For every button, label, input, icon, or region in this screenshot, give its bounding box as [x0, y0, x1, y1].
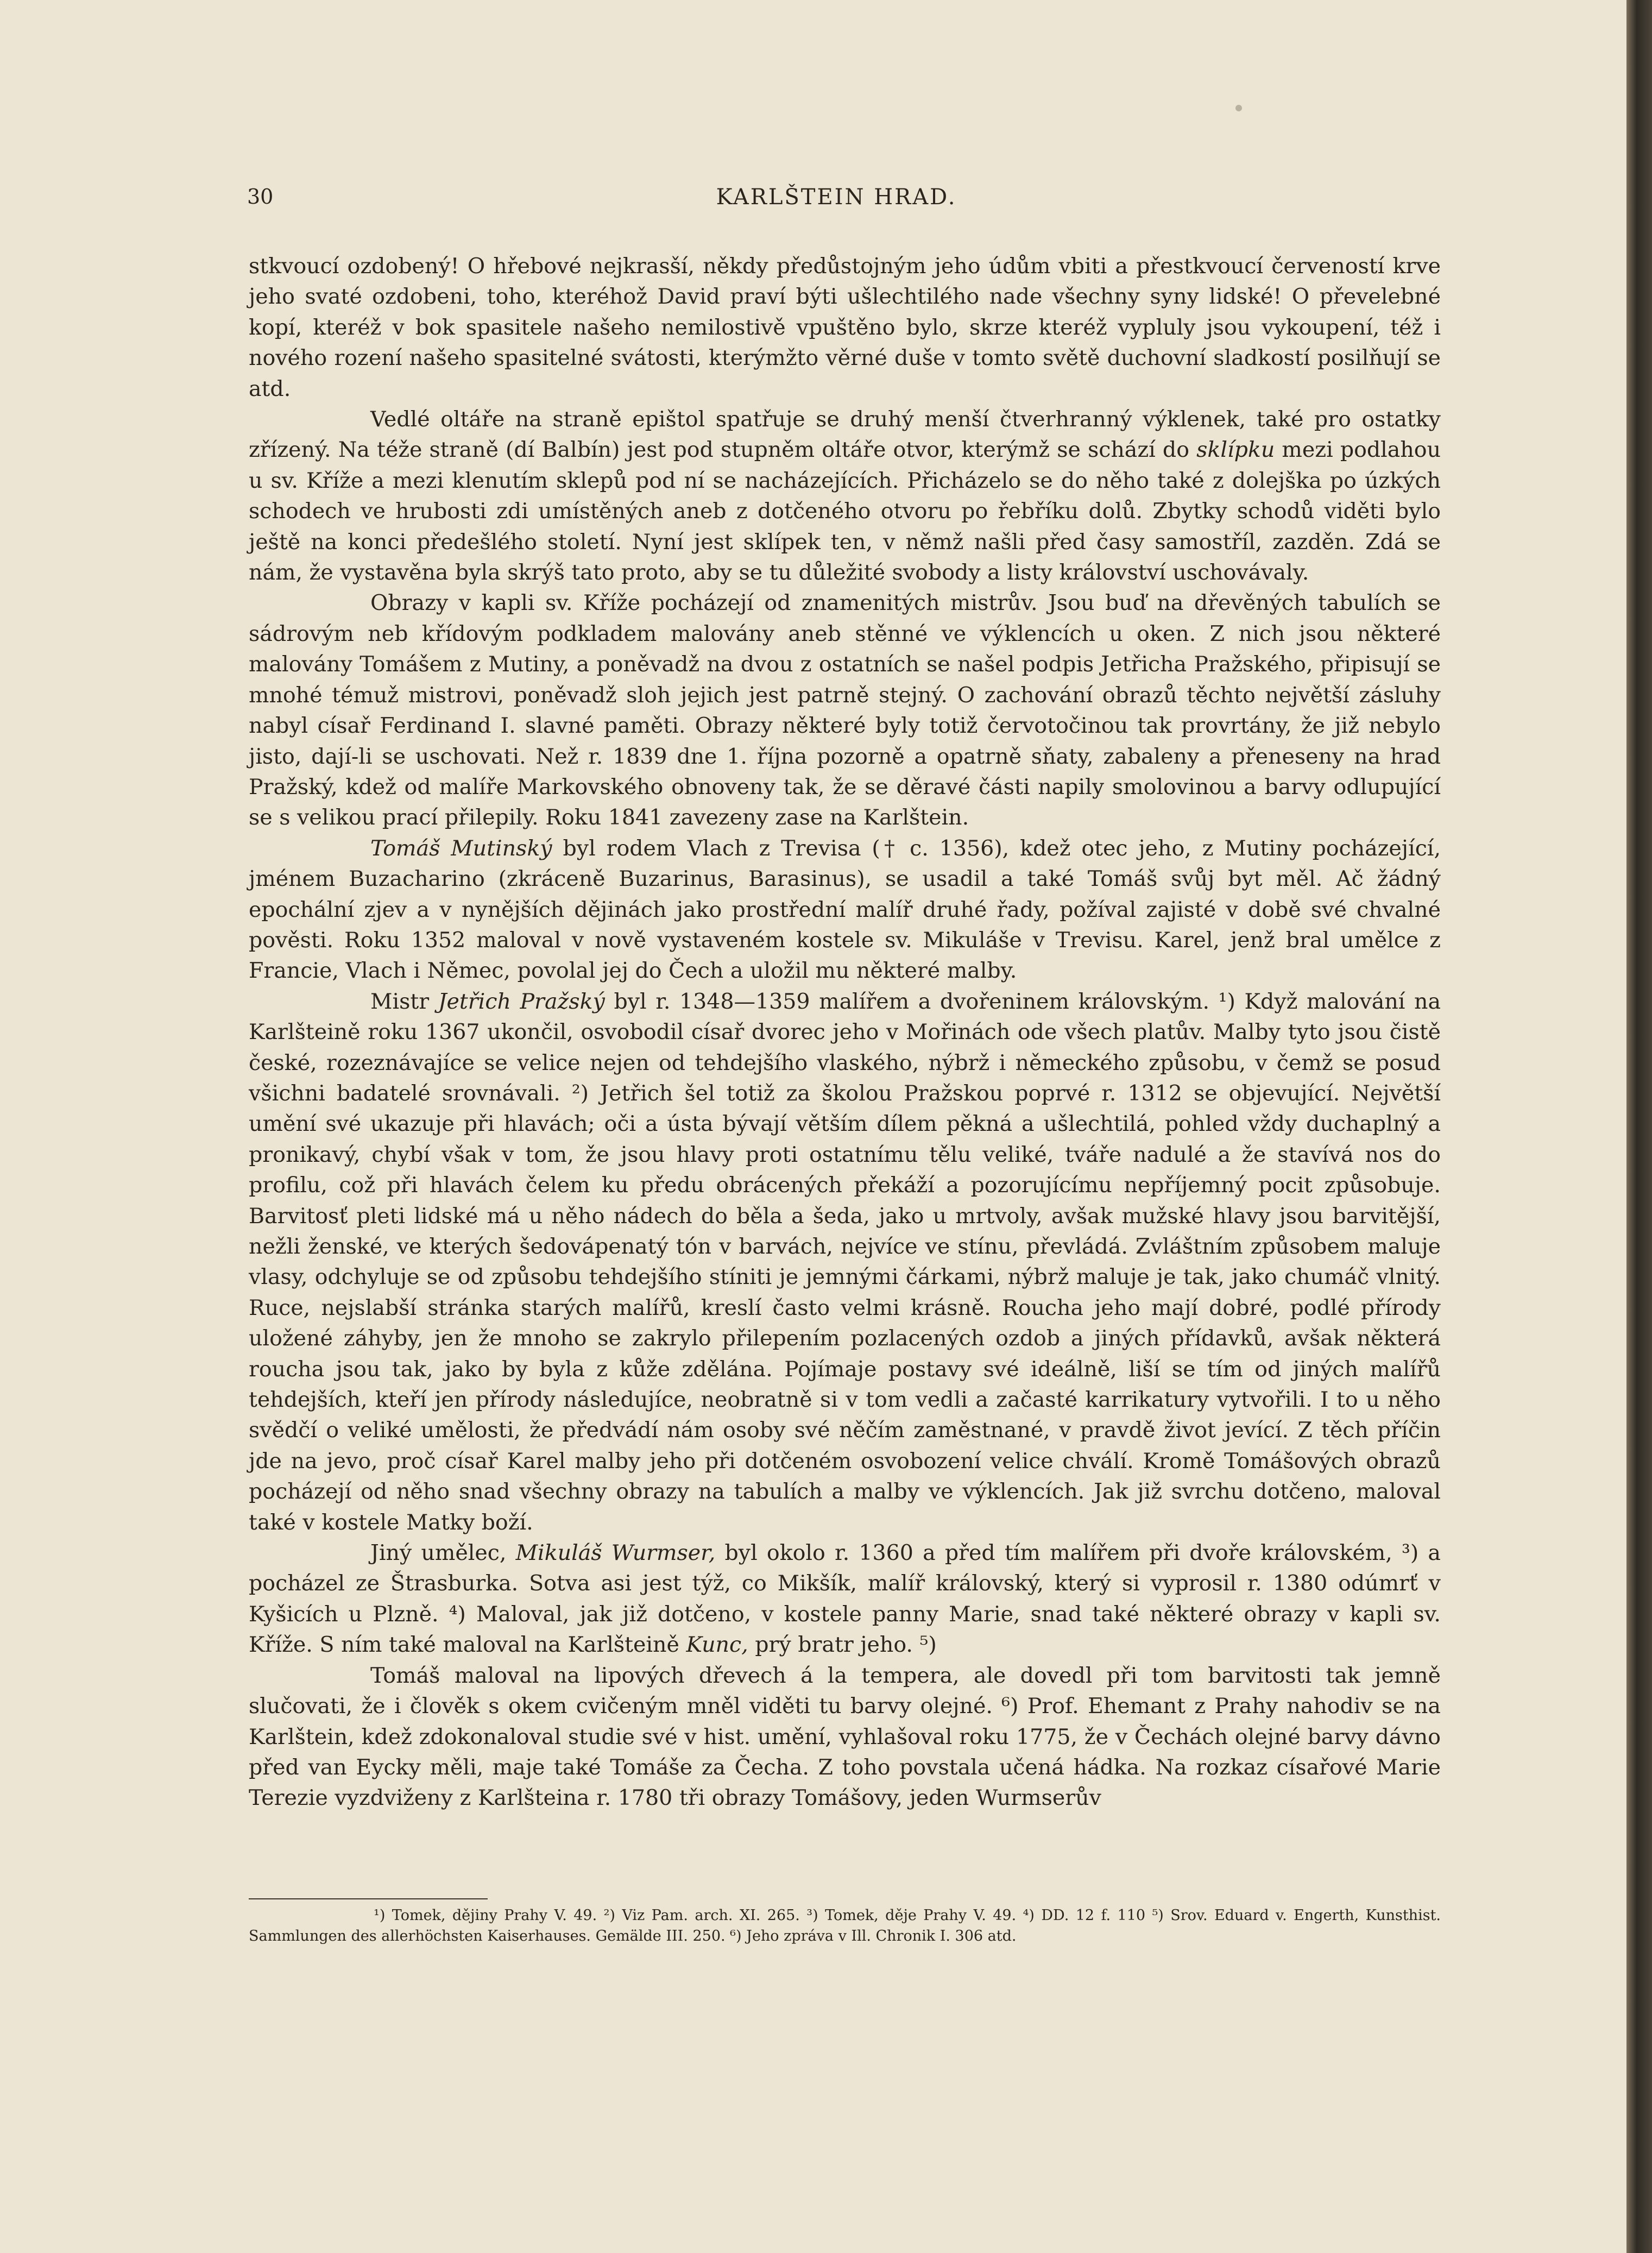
- footnote-text: ¹) Tomek, dějiny Prahy V. 49. ²) Viz Pam. arch. XI. 265. ³) Tomek, děje Prahy V. 49. ⁴) DD. 12 f. 110 ⁵) Srov. Eduard v. Engerth, Kunsthist. Sammlungen des allerhöchsten Kaiserhauses. Gemälde III. 250. ⁶) Jeho zpráva v Ill. Chronik I. 306 atd.: [249, 1907, 1441, 1944]
- paragraph-2: Vedlé oltáře na straně epištol spatřuje se druhý menší čtverhranný výklenek, také pro ostatky zřízený. Na téže straně (dí Balbín) jest pod stupněm oltáře otvor, kterýmž se schází do sklípku mezi podlahou u sv. Kříže a mezi klenutím sklepů pod ní se nacházejících. Přicházelo se do něho také z dolejška po úzkých schodech ve hrubosti zdi umístěných aneb z dotčeného otvoru po řebříku dolů. Zbytky schodů viděti bylo ještě na konci předešlého století. Nyní jest sklípek ten, v němž našli před časy samostříl, zazděn. Zdá se nám, že vystavěna byla skrýš tato proto, aby se tu důležité svobody a listy království uschovávaly.: [249, 407, 1441, 586]
- page-header: [239, 185, 1434, 228]
- footnotes: [249, 1905, 1441, 1947]
- paragraph-3: Obrazy v kapli sv. Kříže pocházejí od znamenitých mistrův. Jsou buď na dřevěných tabulích se sádrovým neb křídovým podkladem malovány aneb stěnné ve výklencích u oken. Z nich jsou některé malovány Tomášem z Mutiny, a poněvadž na dvou z ostatních se našel podpis Jetřicha Pražského, připisují se mnohé témuž mistrovi, poněvadž sloh jejich jest patrně stejný. O zachování obrazů těchto největší zásluhy nabyl císař Ferdinand I. slavné paměti. Obrazy některé byly totiž červotočinou tak provrtány, že již nebylo jisto, dají-li se uschovati. Než r. 1839 dne 1. října pozorně a opatrně sňaty, zabaleny a přeneseny na hrad Pražský, kdež od malíře Markovského obnoveny tak, že se děravé části napily smolovinou a barvy odlupující se s velikou prací přilepily. Roku 1841 zavezeny zase na Karlštein.: [249, 590, 1441, 830]
- paragraph-4: Tomáš Mutinský byl rodem Vlach z Trevisa († c. 1356), kdež otec jeho, z Mutiny pocházející, jménem Buzacharino (zkráceně Buzarinus, Barasinus), se usadil a také Tomáš svůj byt měl. Ač žádný epochální zjev a v nynějších dějinách jako prostřední malíř druhé řady, požíval zajisté v době své chvalné pověsti. Roku 1352 maloval v nově vystaveném kostele sv. Mikuláše v Trevisu. Karel, jenž bral umělce z Francie, Vlach i Němec, povolal jej do Čech a uložil mu některé malby.: [249, 835, 1441, 984]
- page-edge-shadow: [1626, 0, 1652, 2253]
- paragraph-7: Tomáš maloval na lipových dřevech á la tempera, ale dovedl při tom barvitosti tak jemně slučovati, že i člověk s okem cvičeným mněl viděti tu barvy olejné. ⁶) Prof. Ehemant z Prahy nahodiv se na Karlštein, kdež zdokonaloval studie své v hist. umění, vyhlašoval roku 1775, že v Čechách olejné barvy dávno před van Eycky měli, maje také Tomáše za Čecha. Z toho povstala učená hádka. Na rozkaz císařové Marie Terezie vyzdviženy z Karlšteina r. 1780 tři obrazy Tomášovy, jeden Wurmserův: [249, 1663, 1441, 1811]
- running-title: KARLŠTEIN HRAD.: [716, 185, 957, 210]
- body-text: [249, 251, 1441, 1814]
- footnote-rule: [249, 1898, 488, 1899]
- paper-speck: [1235, 105, 1242, 111]
- page-number: 30: [247, 185, 274, 209]
- paragraph-5: Mistr Jetřich Pražský byl r. 1348—1359 malířem a dvořeninem královským. ¹) Když malování na Karlšteině roku 1367 ukončil, osvobodil císař dvorec jeho v Mořinách ode všech platův. Malby tyto jsou čistě české, rozeznávajíce se velice nejen od tehdejšího vlaského, nýbrž i německého způsobu, v čemž se posud všichni badatelé srovnávali. ²) Jetřich šel totiž za školou Pražskou poprvé r. 1312 se objevující. Největší umění své ukazuje při hlavách; oči a ústa bývají větším dílem pěkná a ušlechtilá, pohled vždy duchaplný a pronikavý, chybí však v tom, že jsou hlavy proti ostatnímu tělu veliké, tváře nadulé a že stavívá nos do profilu, což při hlavách čelem ku předu obrácených překáží a pozorujícímu nepříjemný pocit způsobuje. Barvitosť pleti lidské má u něho nádech do běla a šeda, jako u mrtvoly, avšak mužské hlavy jsou barvitější, nežli ženské, ve kterých šedovápenatý tón v barvách, nejvíce ve stínu, převládá. Zvláštním způsobem maluje vlasy, odchyluje se od způsobu tehdejšího stíniti je jemnými čárkami, nýbrž maluje je tak, jako chumáč vlnitý. Ruce, nejslabší stránka starých malířů, kreslí často velmi krásně. Roucha jeho mají dobré, podlé přírody uložené záhyby, jen že mnoho se zakrylo přilepením pozlacených ozdob a jiných přídavků, avšak některá roucha jsou tak, jako by byla z kůže zdělána. Pojímaje postavy své ideálně, liší se tím od jiných malířů tehdejších, kteří jen přírody následujíce, neobratně si v tom vedli a začasté karrikatury vytvořili. I to u něho svědčí o veliké umělosti, že předvádí nám osoby své něčím zaměstnané, v pravdě život jevící. Z těch příčin jde na jevo, proč císař Karel malby jeho při dotčeném osvobození velice chválí. Kromě Tomášových obrazů pocházejí od něho snad všechny obrazy na tabulích a malby ve výklencích. Jak již svrchu dotčeno, maloval také v kostele Matky boží.: [249, 989, 1441, 1535]
- paragraph-6: Jiný umělec, Mikuláš Wurmser, byl okolo r. 1360 a před tím malířem při dvoře královském, ³) a pocházel ze Štrasburka. Sotva asi jest týž, co Mikšík, malíř královský, který si vyprosil r. 1380 odúmrť v Kyšicích u Plzně. ⁴) Maloval, jak již dotčeno, v kostele panny Marie, snad také některé obrazy v kapli sv. Kříže. S ním také maloval na Karlšteině Kunc, prý bratr jeho. ⁵): [249, 1540, 1441, 1658]
- paragraph-1: stkvoucí ozdobený! O hřebové nejkrasší, někdy předůstojným jeho údům vbiti a přestkvoucí červeností krve jeho svaté ozdobeni, toho, kteréhož David praví býti ušlechtilého nade všechny syny lidské! O převelebné kopí, kteréž v bok spasitele našeho nemilostivě vpuštěno bylo, skrze kteréž vypluly jsou vykoupení, též i nového rození našeho spasitelné svátosti, kterýmžto věrné duše v tomto světě duchovní sladkostí posilňují se atd.: [249, 254, 1441, 401]
